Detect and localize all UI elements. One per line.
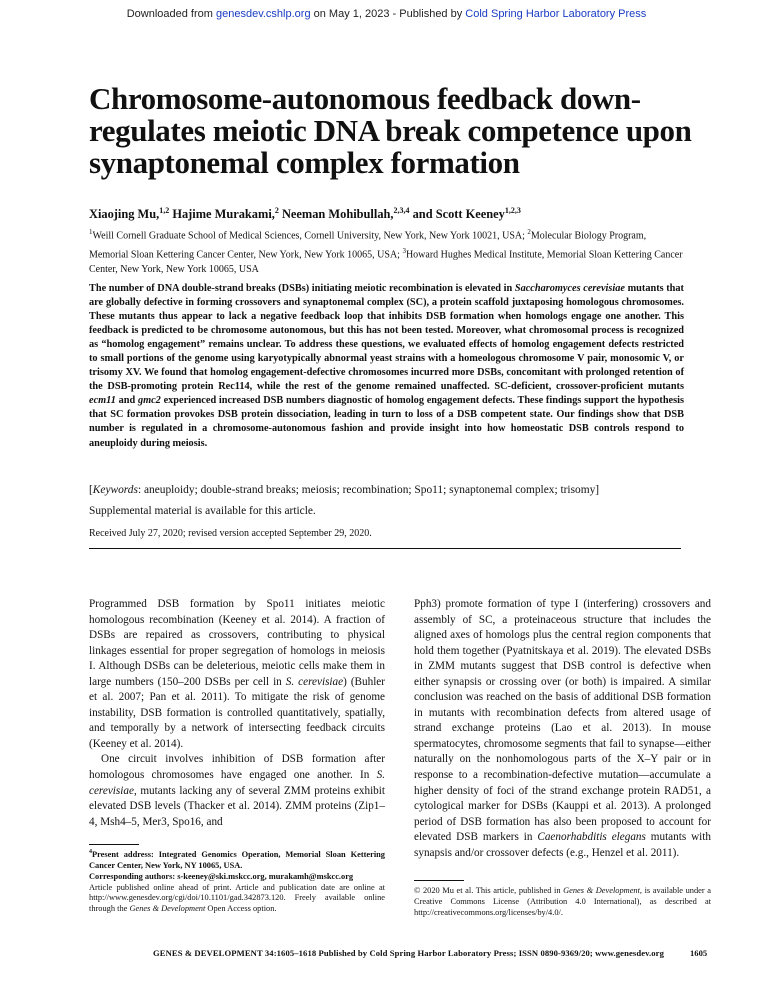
body-paragraph bbox=[89, 752, 385, 830]
banner-middle: on May 1, 2023 - Published by bbox=[310, 8, 466, 20]
article-info-text: Open Access option. bbox=[205, 904, 277, 914]
body-text: , mutants lacking any of several ZMM proteins exhibit elevated DSB levels (Thacker et al. 2014). ZMM proteins (Zip1–4, Msh4–5, Mer3, Spo16, and bbox=[89, 784, 385, 828]
abstract-text: mutants that are globally defective in forming crossovers and synaptonemal complex (SC), a protein scaffold juxtaposing homologous chromosomes. These mutants thus appear to lack a negative feedback loop that inhibits DSB formation when homologs engage one another. This feedback is predicted to be chromosome autonomous, but this has not been tested. Moreover, what chromosomal process is recognized as “homolog engagement” remains unclear. To address these questions, we evaluated effects of homolog engagement defects restricted to small portions of the genome using karyotypically abnormal yeast strains with a homeologous chromosome V pair, monosomic V, or trisomy XV. We found that homolog engagement-defective chromosomes incurred more DSBs, concomitant with prolonged retention of the DSB-promoting protein Rec114, while the rest of the genome remained unaffected. SC-deficient, crossover-proficient mutants bbox=[89, 283, 684, 393]
affil-sup: 1 bbox=[89, 228, 93, 236]
source-link[interactable]: genesdev.cshlp.org bbox=[215, 8, 311, 20]
body-paragraph bbox=[89, 597, 385, 752]
body-text: Programmed DSB formation by Spo11 initiates meiotic homologous recombination (Keeney et al. 2014). A fraction of DSBs are repaired as crossovers, contributing to physical linkages essential for proper segregation of homologs in meiosis I. Although DSBs can be deleterious, meiotic cells make them in large numbers (150–200 DSBs per cell in bbox=[89, 598, 385, 688]
present-address bbox=[89, 847, 385, 872]
body-column-right bbox=[414, 597, 711, 861]
author-name: and Scott Keeney bbox=[409, 207, 505, 222]
footnote-sup: 4 bbox=[89, 849, 92, 855]
affil-text: Molecular Biology Program, Memorial Sloan Kettering Cancer Center, New York, New York 10065, USA; bbox=[89, 230, 647, 261]
species-name: Caenorhabditis elegans bbox=[537, 831, 646, 844]
journal-footer: GENES & DEVELOPMENT 34:1605–1618 Published by Cold Spring Harbor Laboratory Press; ISSN 0890-9369/20; www.genesdev.org bbox=[153, 948, 664, 958]
body-text: ) (Buhler et al. 2007; Pan et al. 2011). To mitigate the risk of genome instability, DSB formation is controlled quantitatively, spatially, and temporally by a network of intersecting feedback circuits (Keeney et al. 2014). bbox=[89, 675, 386, 750]
license-text: © 2020 Mu et al. This article, published in bbox=[414, 886, 564, 895]
author-affil-sup: 1,2 bbox=[159, 206, 170, 215]
abstract-text: experienced increased DSB numbers diagnostic of homolog engagement defects. These findings support the hypothesis that SC formation provokes DSB protein dissociation, leading in turn to loss of a DSB competent state. Our findings show that DSB number is regulated in a chromosome-autonomous fashion and provide insight into how homeostatic DSB controls respond to aneuploidy during meiosis. bbox=[89, 395, 684, 449]
author-name: Xiaojing Mu, bbox=[89, 207, 160, 222]
banner-prefix: Downloaded from bbox=[126, 8, 216, 20]
footnotes bbox=[89, 847, 385, 915]
license-note bbox=[414, 886, 711, 919]
affiliations bbox=[89, 225, 684, 277]
article-info-text: Article published online ahead of print. Article and publication date are online at http://www.genesdev.org/cgi/doi/10.1101/gad.342873.120. Freely available online through the bbox=[89, 882, 385, 914]
species-name: S. cerevisiae bbox=[89, 769, 385, 797]
abstract-gene: ecm11 bbox=[89, 395, 116, 407]
section-divider bbox=[89, 548, 681, 549]
author-affil-sup: 1,2,3 bbox=[504, 206, 521, 215]
author-name: Neeman Mohibullah, bbox=[278, 207, 394, 222]
abstract-gene: gmc2 bbox=[137, 395, 161, 407]
footnote-divider bbox=[89, 844, 139, 845]
page-number: 1605 bbox=[690, 948, 708, 958]
keywords bbox=[89, 484, 684, 496]
body-text: mutants with synapsis and/or crossover defects (e.g., Henzel et al. 2011). bbox=[414, 831, 711, 859]
publisher-link[interactable]: Cold Spring Harbor Laboratory Press bbox=[465, 8, 647, 20]
abstract bbox=[89, 282, 684, 451]
article-info bbox=[89, 883, 385, 916]
author-affil-sup: 2 bbox=[274, 206, 279, 215]
supplemental-note: Supplemental material is available for this article. bbox=[89, 505, 316, 517]
body-text: One circuit involves inhibition of DSB formation after homologous chromosomes have engaged one another. In bbox=[89, 753, 385, 782]
received-dates: Received July 27, 2020; revised version accepted September 29, 2020. bbox=[89, 528, 372, 539]
body-text: Pph3) promote formation of type I (interfering) crossovers and assembly of SC, a proteinaceous structure that includes the aligned axes of homologs plus the central region components that hold them together (Pyatnitskaya et al. 2019). The elevated DSBs in ZMM mutants suggest that DSB control is defective when either synapsis or crossing over (or both) is impaired. A similar conclusion was reached on the basis of additional DSB formation in mutants with recombination defects from altered usage of strand exchange proteins (Lao et al. 2013). In mouse spermatocytes, chromosome segments that fail to synapse—either naturally on the nonhomologous parts of the X–Y pair or in response to a recombination-defective mutation—accumulate a higher density of foci of the strand exchange protein RAD51, a cytological marker for DSBs (Kauppi et al. 2013). A prolonged period of DSB formation has also been proposed to account for elevated DSB markers in bbox=[414, 598, 711, 844]
keywords-open: [ bbox=[89, 484, 93, 496]
present-address-text: Present address: Integrated Genomics Operation, Memorial Sloan Kettering Cancer Center, New York, NY 10065, USA. bbox=[89, 849, 385, 870]
abstract-species: Saccharomyces cerevisiae bbox=[514, 283, 625, 294]
license-text: , is available under a Creative Commons License (Attribution 4.0 International), as described at http://creativecommons.org/licenses/by/4.0/. bbox=[414, 886, 711, 917]
journal-name: Genes & Development bbox=[129, 904, 206, 914]
body-column-left bbox=[89, 597, 385, 830]
body-paragraph bbox=[414, 597, 711, 861]
author-affil-sup: 2,3,4 bbox=[393, 206, 410, 215]
keywords-text: : aneuploidy; double-strand breaks; meiosis; recombination; Spo11; synaptonemal complex; trisomy] bbox=[137, 484, 600, 496]
abstract-text: and bbox=[115, 395, 138, 407]
journal-name: Genes & Development bbox=[563, 886, 640, 895]
species-name: S. cerevisiae bbox=[285, 675, 344, 688]
author-list bbox=[89, 206, 689, 222]
affil-text: Howard Hughes Medical Institute, Memorial Sloan Kettering Cancer Center, New York, New York 10065, USA bbox=[89, 249, 683, 275]
author-name: Hajime Murakami, bbox=[169, 207, 275, 222]
affil-text: Weill Cornell Graduate School of Medical Sciences, Cornell University, New York, New York 10021, USA; bbox=[92, 230, 528, 242]
license-divider bbox=[414, 880, 464, 881]
affil-sup: 2 bbox=[527, 228, 531, 236]
download-banner bbox=[0, 8, 773, 20]
affil-sup: 3 bbox=[402, 246, 406, 255]
abstract-text: The number of DNA double-strand breaks (DSBs) initiating meiotic recombination is elevated in bbox=[89, 283, 515, 294]
keywords-label: Keywords bbox=[92, 484, 138, 496]
corresponding-authors: Corresponding authors: s-keeney@ski.mskcc.org, murakamh@mskcc.org bbox=[89, 871, 354, 881]
article-title: Chromosome-autonomous feedback down-regulates meiotic DNA break competence upon synaptonemal complex formation bbox=[89, 81, 692, 180]
